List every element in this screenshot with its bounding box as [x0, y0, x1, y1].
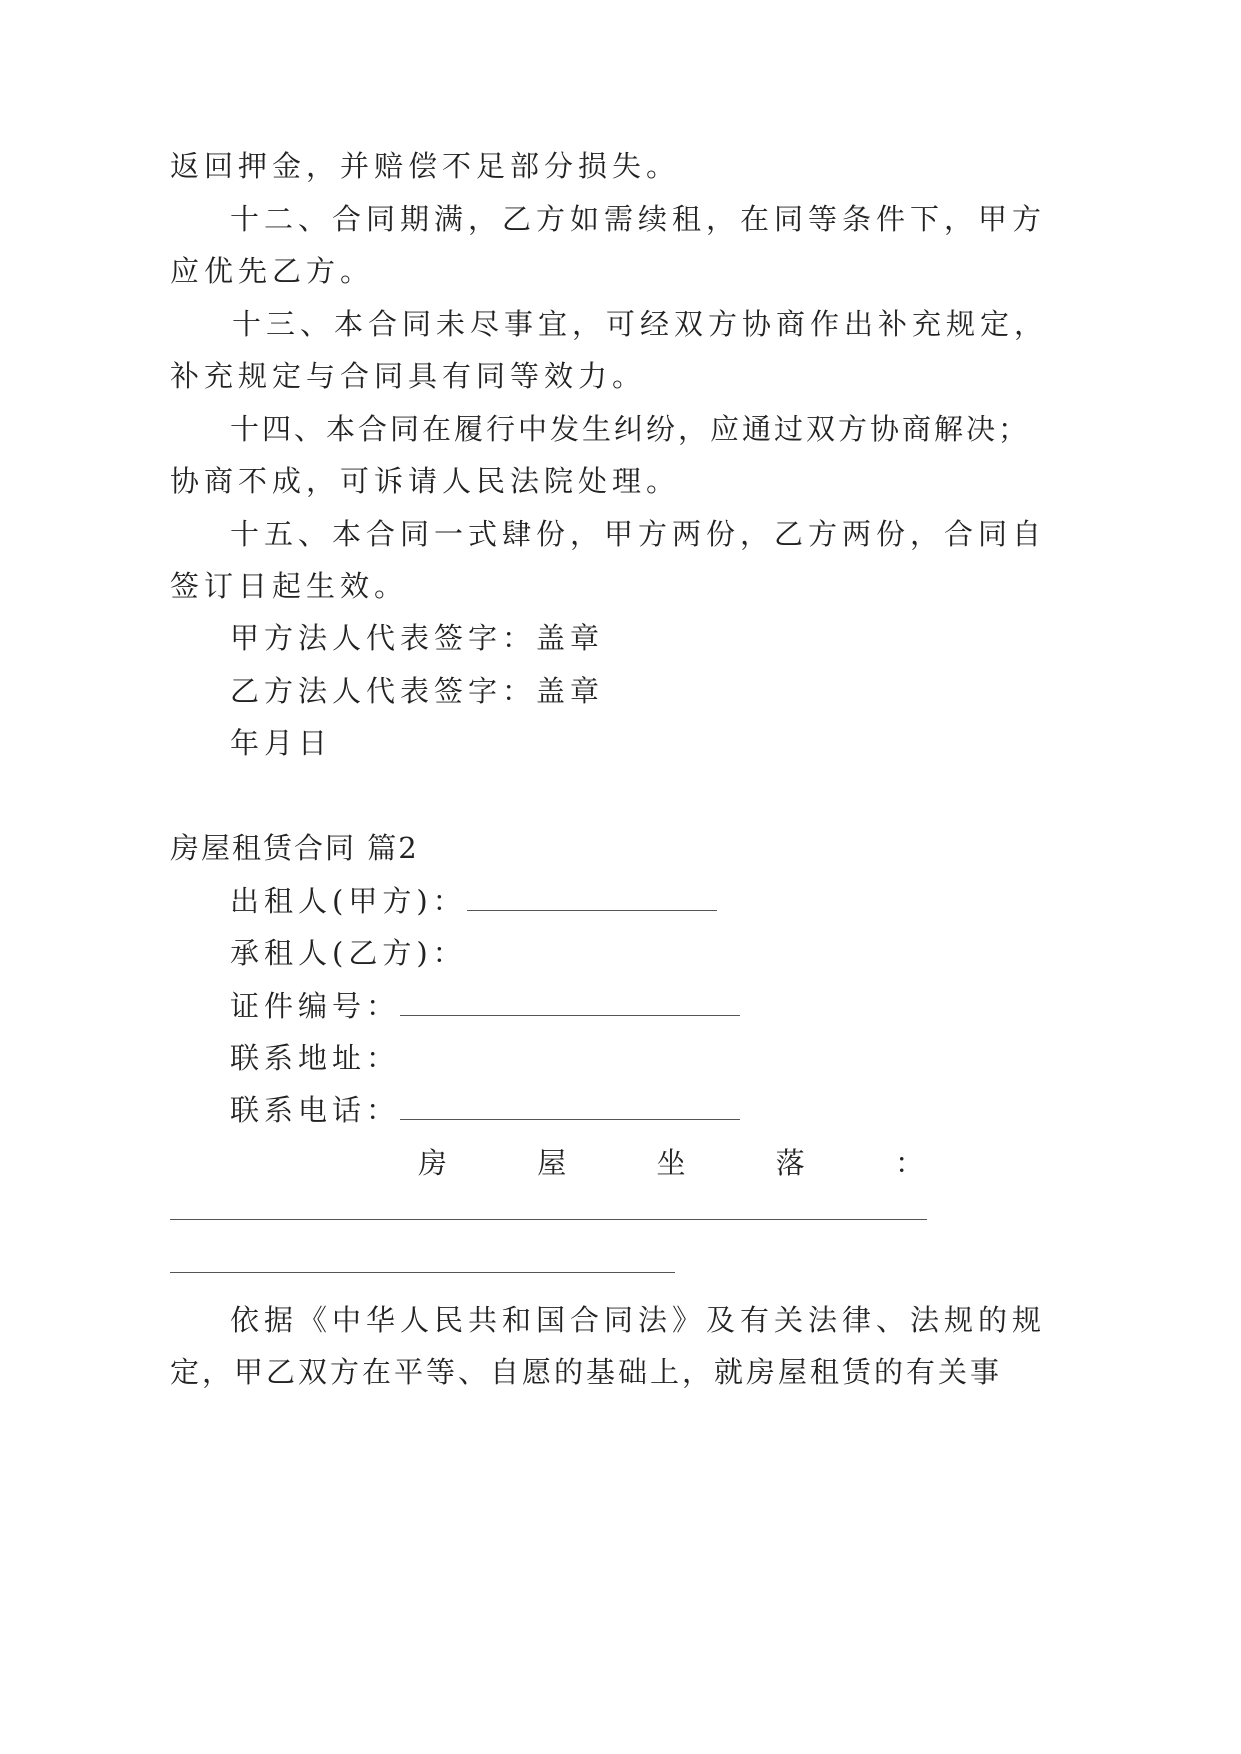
location-char-1: 房	[418, 1146, 448, 1180]
lessor-label: 出租人(甲方)：	[230, 884, 467, 918]
lessee-label: 承租人(乙方)：	[230, 936, 467, 970]
paragraph-13-line1: 十三、本合同未尽事宜，可经双方协商作出补充规定，	[232, 307, 1049, 341]
phone-field	[230, 1090, 740, 1130]
house-location-label	[418, 1143, 924, 1183]
basis-line1: 依据《中华人民共和国合同法》及有关法律、法规的规	[230, 1303, 1047, 1337]
address-label: 联系地址：	[230, 1041, 401, 1075]
party-a-signature: 甲方法人代表签字：盖章	[230, 621, 605, 655]
paragraph-14-line1: 十四、本合同在履行中发生纠纷，应通过双方协商解决；	[230, 412, 1031, 446]
paragraph-15-line1: 十五、本合同一式肆份，甲方两份，乙方两份，合同自	[230, 517, 1047, 551]
location-blank-line-1	[170, 1219, 927, 1220]
id-number-label: 证件编号：	[230, 989, 401, 1023]
location-char-3: 坐	[656, 1146, 686, 1180]
location-blank-line-2	[170, 1272, 675, 1273]
location-char-5: ：	[894, 1146, 924, 1180]
location-char-2: 屋	[537, 1146, 567, 1180]
paragraph-12-line1: 十二、合同期满，乙方如需续租，在同等条件下，甲方	[230, 202, 1047, 236]
basis-line2: 定，甲乙双方在平等、自愿的基础上，就房屋租赁的有关事	[170, 1355, 1003, 1389]
lessor-blank	[467, 888, 717, 911]
paragraph-12-line2: 应优先乙方。	[170, 254, 375, 288]
phone-label: 联系电话：	[230, 1093, 401, 1127]
paragraph-11-tail: 返回押金，并赔偿不足部分损失。	[170, 149, 681, 183]
section-2-title: 房屋租赁合同 篇2	[170, 831, 419, 865]
signature-date: 年月日	[230, 726, 333, 760]
paragraph-14-line2: 协商不成，可诉请人民法院处理。	[170, 464, 681, 498]
location-char-4: 落	[775, 1146, 805, 1180]
phone-blank	[400, 1097, 740, 1120]
party-b-signature: 乙方法人代表签字：盖章	[230, 674, 605, 708]
id-number-field	[230, 986, 740, 1026]
paragraph-15-line2: 签订日起生效。	[170, 569, 409, 603]
lessor-field	[230, 881, 717, 921]
paragraph-13-line2: 补充规定与合同具有同等效力。	[170, 359, 647, 393]
id-number-blank	[400, 993, 740, 1016]
